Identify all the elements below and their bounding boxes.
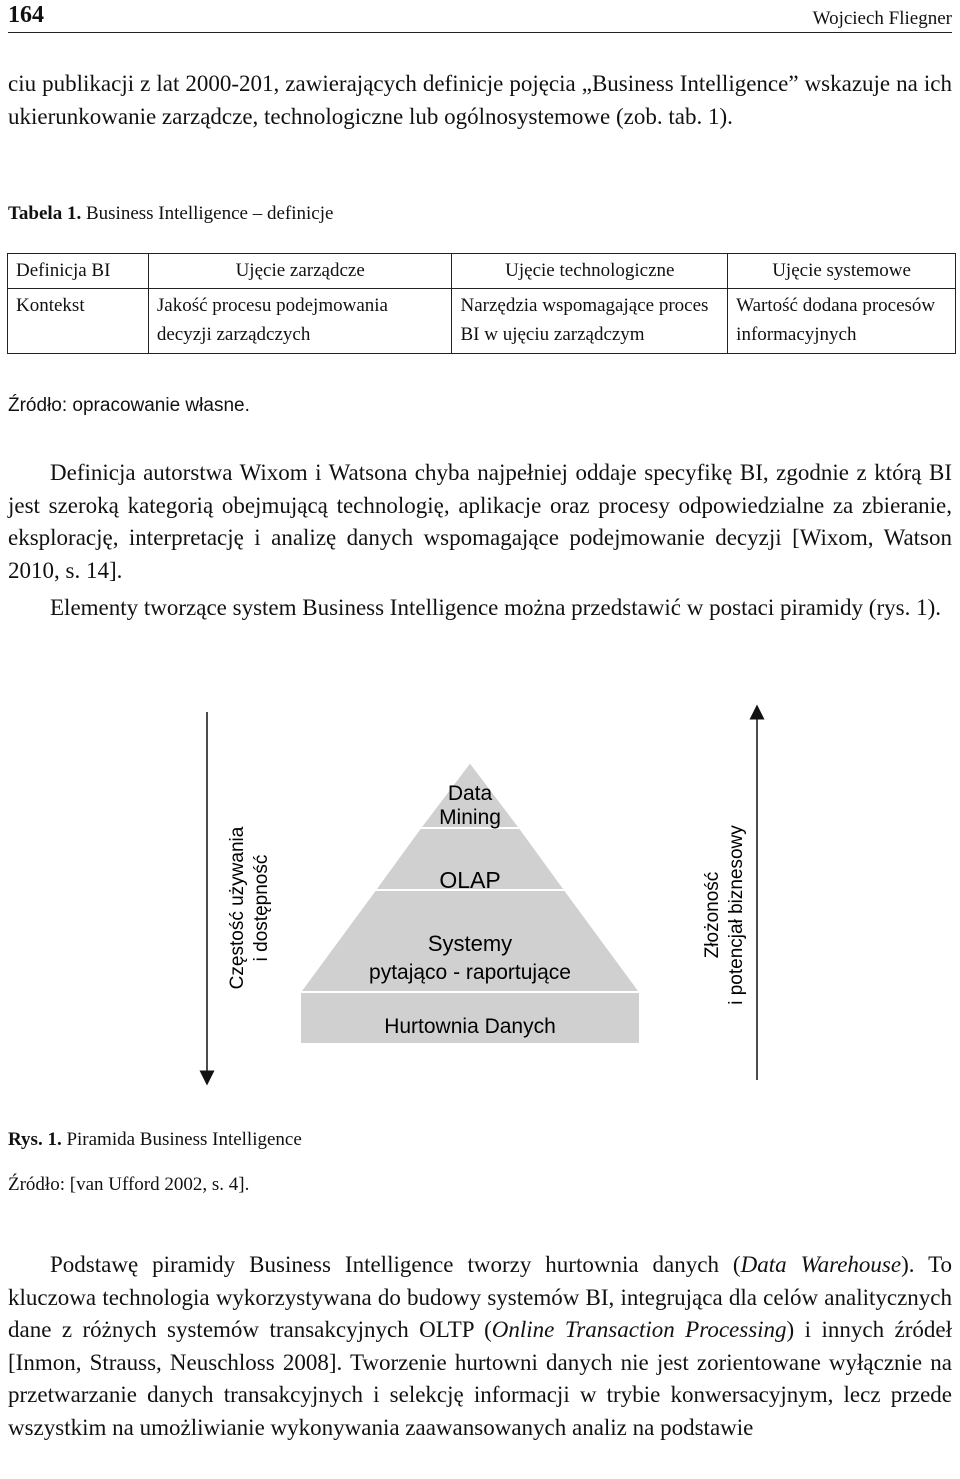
table-header-cell: Ujęcie systemowe <box>728 254 956 289</box>
table-cell: Narzędzia wspomagające proces BI w ujęciu zarządczym <box>452 289 728 354</box>
table-source: Źródło: opracowanie własne. <box>8 395 250 416</box>
right-axis-label-line2: i potencjał biznesowy <box>726 825 747 1005</box>
right-axis-label-line1: Złożoność <box>702 871 723 959</box>
level-label: Mining <box>439 806 501 829</box>
level-label: Hurtownia Danych <box>384 1015 556 1038</box>
intro-paragraph: ciu publikacji z lat 2000-201, zawierających definicje pojęcia „Business Intelligence” wskazuje na ich ukierunkowanie zarządcze, technologiczne lub ogólnosystemowe (zob. tab. 1). <box>8 71 952 129</box>
author-name: Wojciech Fliegner <box>812 8 952 29</box>
left-axis-label <box>227 826 272 989</box>
level-label: Systemy <box>427 931 513 956</box>
level-label: OLAP <box>439 867 501 893</box>
figure-caption-text: Piramida Business Intelligence <box>66 1129 302 1150</box>
pyramid-intro-text: Elementy tworzące system Business Intelligence można przedstawić w postaci piramidy (rys. 1). <box>50 595 941 620</box>
table-row <box>8 289 956 354</box>
level-label: pytająco - raportujące <box>369 961 571 984</box>
bi-pyramid-figure <box>170 700 790 1100</box>
table-caption-text: Business Intelligence – definicje <box>85 203 334 224</box>
figure-caption-label: Rys. 1. <box>8 1129 62 1150</box>
warehouse-paragraph-part3: ) i innych źródeł [Inmon, Strauss, Neuschloss 2008]. Tworzenie hurtowni danych nie jest zorientowane wyłącznie na przetwarzanie danych transakcyjnych i selekcję informacji w trybie konwersacyjnym, lecz przede wszystkim na umożliwianie wykonywania zaawansowanych analiz na podstawie <box>8 1317 952 1440</box>
right-axis-label <box>702 825 747 1005</box>
table-header-cell: Ujęcie zarządcze <box>148 254 452 289</box>
definition-paragraph-text: Definicja autorstwa Wixom i Watsona chyba najpełniej oddaje specyfikę BI, zgodnie z którą BI jest szeroką kategorią obejmującą technologię, aplikacje oraz procesy odpowiedzialne za zbieranie, eksplorację, interpretację i analizę danych wspomagające podejmowanie decyzji [Wixom, Watson 2010, s. 14]. <box>8 460 952 583</box>
table-header-row <box>8 254 956 289</box>
level-label: Data <box>447 782 493 805</box>
warehouse-paragraph-part1: Podstawę piramidy Business Intelligence tworzy hurtownia danych ( <box>50 1252 741 1277</box>
table-header-cell: Definicja BI <box>8 254 149 289</box>
pyramid-intro-paragraph <box>8 592 952 625</box>
left-axis-label-line1: Częstość używania <box>227 826 248 990</box>
table-header-cell: Ujęcie technologiczne <box>452 254 728 289</box>
left-axis-label-line2: i dostępność <box>251 854 272 962</box>
table-caption <box>8 203 333 225</box>
table-cell: Kontekst <box>8 289 149 354</box>
oltp-italic-term: Online Transaction Processing <box>491 1317 787 1342</box>
table-caption-label: Tabela 1. <box>8 203 82 224</box>
running-header <box>8 2 952 33</box>
pyramid <box>300 762 640 1044</box>
warehouse-paragraph <box>8 1249 952 1444</box>
page-number: 164 <box>8 2 44 28</box>
definitions-table <box>7 253 956 354</box>
figure-caption <box>8 1129 302 1151</box>
warehouse-italic-term: Data Warehouse <box>740 1252 902 1277</box>
definition-paragraph <box>8 457 952 587</box>
table-cell: Jakość procesu podejmowania decyzji zarządczych <box>148 289 452 354</box>
figure-source: Źródło: [van Ufford 2002, s. 4]. <box>8 1174 250 1195</box>
warehouse-paragraph-part2: ). To kluczowa technologia wykorzystywana do budowy systemów BI, integrująca dla celów analitycznych dane z różnych systemów transakcyjnych OLTP ( <box>8 1252 953 1342</box>
table-cell: Wartość dodana procesów informacyjnych <box>728 289 956 354</box>
